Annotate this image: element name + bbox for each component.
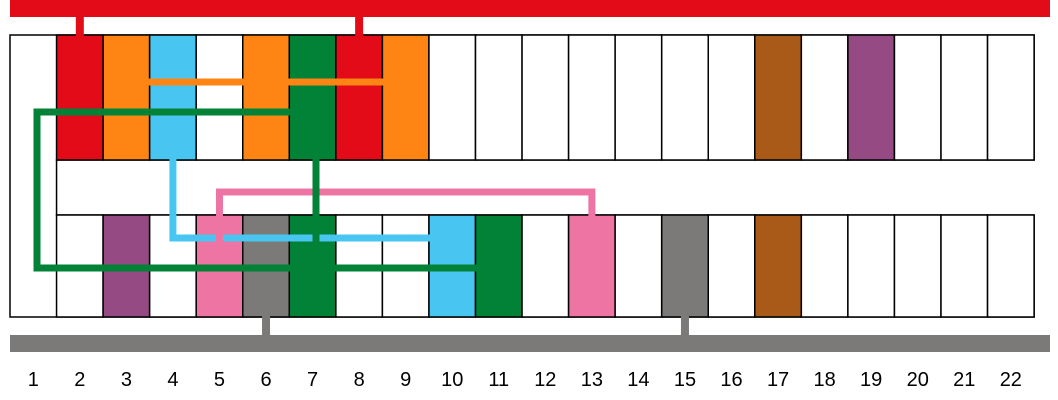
red-bus-bar: [10, 0, 1050, 17]
pin-label-10: 10: [441, 369, 464, 391]
bottom-terminal-17: [755, 215, 802, 317]
top-terminal-12: [522, 35, 569, 160]
pin-label-9: 9: [400, 369, 412, 391]
pin-label-3: 3: [120, 369, 132, 391]
gray-bus-tap-6: [262, 316, 270, 338]
bottom-terminal-21: [941, 215, 988, 317]
bottom-terminal-12: [522, 215, 569, 317]
pin-label-21: 21: [953, 369, 976, 391]
pin-label-2: 2: [74, 369, 86, 391]
pin-label-1: 1: [27, 369, 39, 391]
top-terminal-21: [941, 35, 988, 160]
pin-label-11: 11: [488, 369, 510, 391]
bottom-terminal-20: [894, 215, 941, 317]
bottom-terminal-19: [848, 215, 895, 317]
top-terminal-8: [336, 35, 383, 160]
top-terminal-20: [894, 35, 941, 160]
top-terminal-7: [289, 35, 336, 160]
pin-label-17: 17: [766, 369, 790, 391]
top-terminal-4: [150, 35, 197, 160]
pin-label-4: 4: [167, 369, 179, 391]
bottom-terminal-18: [801, 215, 848, 317]
pin-label-15: 15: [673, 369, 697, 391]
gray-bus-bar: [10, 335, 1050, 352]
pin-label-5: 5: [213, 369, 226, 391]
gray-bus-tap-15: [681, 316, 689, 338]
top-terminal-17: [755, 35, 802, 160]
top-terminal-6: [243, 35, 290, 160]
top-terminal-9: [382, 35, 429, 160]
pin-label-14: 14: [627, 369, 650, 391]
pin-label-6: 6: [260, 369, 272, 391]
top-terminal-19: [848, 35, 895, 160]
red-bus-tap-2: [76, 14, 84, 36]
top-terminal-15: [662, 35, 709, 160]
pin-label-18: 18: [813, 369, 836, 391]
pin-label-16: 16: [720, 369, 743, 391]
top-terminal-11: [476, 35, 523, 160]
top-terminal-18: [801, 35, 848, 160]
pin-label-20: 20: [906, 369, 929, 391]
bottom-terminal-13: [569, 215, 616, 317]
pin-label-22: 22: [999, 369, 1022, 391]
bottom-terminal-14: [615, 215, 662, 317]
pin-label-8: 8: [353, 369, 365, 391]
top-terminal-3: [103, 35, 150, 160]
top-terminal-13: [569, 35, 616, 160]
top-terminal-14: [615, 35, 662, 160]
top-terminal-10: [429, 35, 476, 160]
pin-label-19: 19: [860, 369, 883, 391]
red-bus-tap-8: [355, 14, 363, 36]
bottom-terminal-16: [708, 215, 755, 317]
top-terminal-16: [708, 35, 755, 160]
top-terminal-22: [988, 35, 1035, 160]
top-terminal-5: [196, 35, 243, 160]
top-terminal-2: [57, 35, 104, 160]
pin-label-7: 7: [307, 369, 319, 391]
bottom-terminal-15: [662, 215, 709, 317]
pin-label-13: 13: [580, 369, 603, 391]
pin-label-12: 12: [534, 369, 557, 391]
bottom-terminal-22: [988, 215, 1035, 317]
